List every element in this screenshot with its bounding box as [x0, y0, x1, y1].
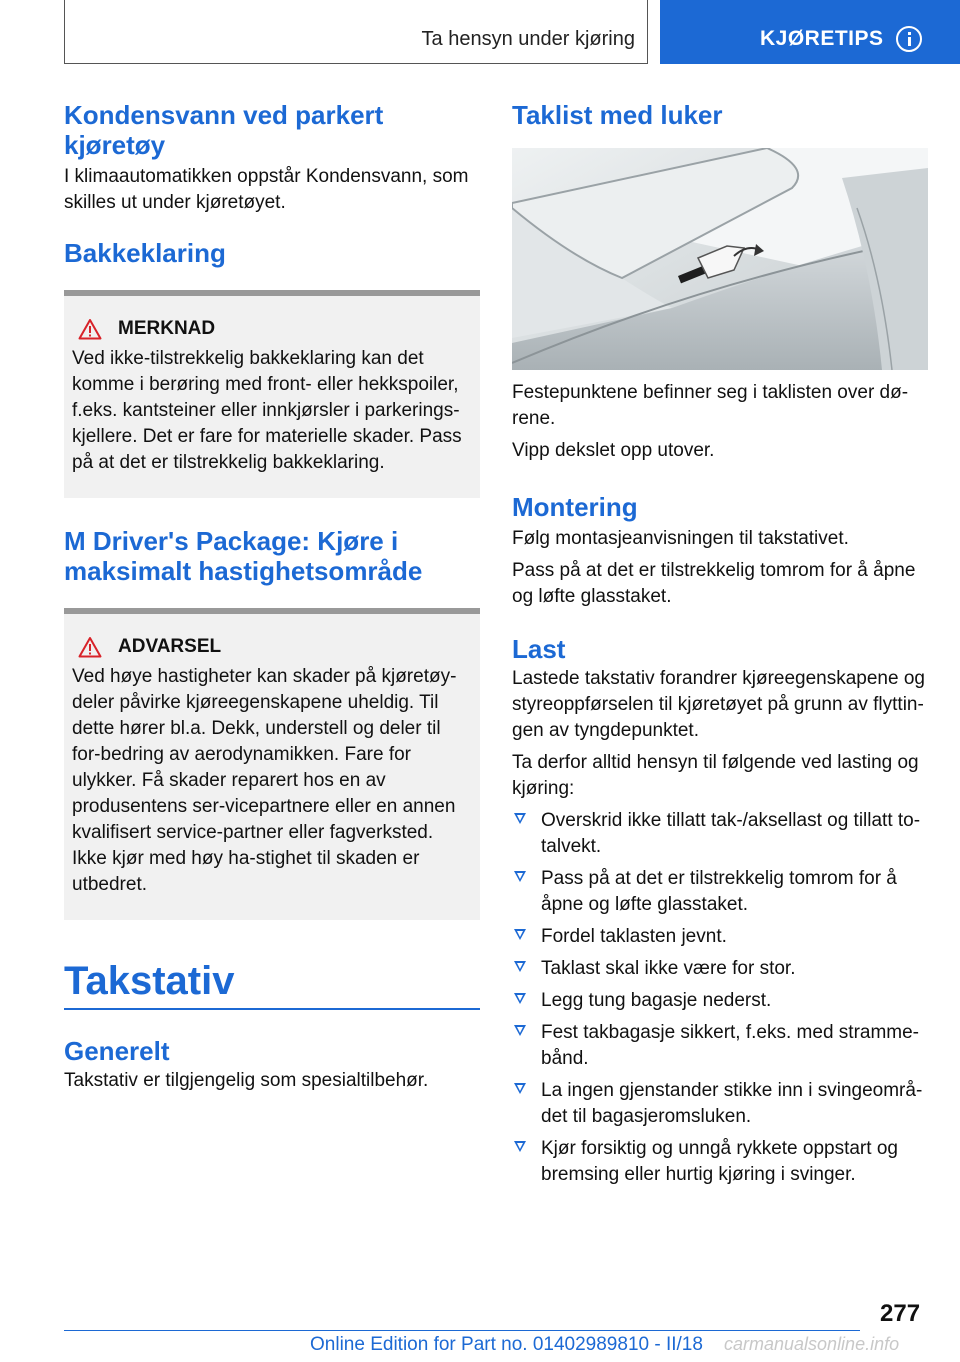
list-item: Taklast skal ikke være for stor. — [512, 956, 928, 982]
bullet-triangle-icon — [514, 1141, 526, 1152]
notice-text: Ved ikke-tilstrekkelig bakkeklaring kan det komme i berøring med front- eller hekkspoiler, f.eks. kantsteiner eller innkjørsler i parkerings-kjellere. Det er fare for materielle skader. Pass på at det er tilstrekkelig bakkeklaring. — [72, 348, 462, 473]
roof-rack-title: Takstativ — [64, 959, 235, 1003]
right-column — [512, 100, 928, 1194]
header-section-title: Ta hensyn under kjøring — [421, 28, 635, 50]
m-drivers-heading: M Driver's Package: Kjøre i maksimalt hastighetsområde — [64, 526, 423, 586]
load-heading: Last — [512, 634, 566, 664]
warning-text: Ved høye hastigheter kan skader på kjøretøy-deler påvirke kjøreegenskapene uheldig. Til dette hører bl.a. Dekk, understell og deler til for-bedring av aerodynamikken. Fare for ulykker. Få skader reparert hos en av produsentens ser-vicepartnere eller en annen kvalifisert service-partner eller fagverksted. Ikke kjør med høy ha-stighet til skaden er utbedret. — [72, 666, 457, 895]
warning-box — [64, 608, 480, 920]
list-item: La ingen gjenstander stikke inn i svingeområ-det til bagasjeromsluken. — [512, 1078, 928, 1130]
bullet-triangle-icon — [514, 813, 526, 824]
notice-box — [64, 290, 480, 498]
bullet-triangle-icon — [514, 993, 526, 1004]
load-text-1: Lastede takstativ forandrer kjøreegenskapene og styreoppførselen til kjøretøyet på grunn av flyttin-gen av tyngdepunktet. — [512, 668, 925, 741]
list-item: Kjør forsiktig og unngå rykkete oppstart og bremsing eller hurtig kjøring i svinger. — [512, 1136, 928, 1188]
roof-strip-caption-1: Festepunktene befinner seg i taklisten over dø-rene. — [512, 382, 909, 429]
section-divider — [64, 1008, 480, 1010]
watermark: carmanualsonline.info — [724, 1334, 900, 1354]
bullet-triangle-icon — [514, 929, 526, 940]
footer-edition: Online Edition for Part no. 01402989810 - II/18 — [310, 1334, 703, 1355]
warning-triangle-icon — [78, 636, 102, 658]
list-item: Fest takbagasje sikkert, f.eks. med stramme-bånd. — [512, 1020, 928, 1072]
left-column — [64, 100, 480, 1094]
list-item: Fordel taklasten jevnt. — [512, 924, 928, 950]
header-chapter-title: KJØRETIPS — [760, 27, 884, 50]
header-section-box — [64, 0, 648, 64]
condensation-heading: Kondensvann ved parkert kjøretøy — [64, 100, 384, 160]
list-item: Legg tung bagasje nederst. — [512, 988, 928, 1014]
bullet-triangle-icon — [514, 1083, 526, 1094]
general-heading: Generelt — [64, 1036, 170, 1066]
warning-triangle-icon — [78, 318, 102, 340]
mounting-text-2: Pass på at det er tilstrekkelig tomrom for å åpne og løfte glasstaket. — [512, 560, 916, 607]
list-item: Pass på at det er tilstrekkelig tomrom for å åpne og løfte glasstaket. — [512, 866, 928, 918]
condensation-text: I klimaautomatikken oppstår Kondensvann, som skilles ut under kjøretøyet. — [64, 166, 469, 213]
load-text-2: Ta derfor alltid hensyn til følgende ved lasting og kjøring: — [512, 752, 919, 799]
list-item: Overskrid ikke tillatt tak-/aksellast og tillatt to-talvekt. — [512, 808, 928, 860]
warning-title-row — [72, 636, 472, 658]
info-icon[interactable] — [896, 26, 922, 52]
notice-label: MERKNAD — [118, 318, 216, 339]
mounting-text-1: Følg montasjeanvisningen til takstativet. — [512, 528, 849, 549]
bullet-triangle-icon — [514, 871, 526, 882]
roof-strip-heading: Taklist med luker — [512, 100, 723, 130]
roof-strip-photo — [512, 148, 928, 370]
roof-photo-illustration — [512, 148, 928, 370]
bullet-triangle-icon — [514, 1025, 526, 1036]
header-chapter-tab[interactable] — [660, 0, 960, 64]
mounting-heading: Montering — [512, 492, 638, 522]
general-text: Takstativ er tilgjengelig som spesialtilbehør. — [64, 1070, 429, 1091]
warning-label: ADVARSEL — [118, 636, 222, 657]
footer-divider — [64, 1330, 860, 1331]
roof-strip-caption-2: Vipp dekslet opp utover. — [512, 440, 715, 461]
bullet-triangle-icon — [514, 961, 526, 972]
ground-clearance-heading: Bakkeklaring — [64, 238, 226, 268]
page-number: 277 — [880, 1300, 921, 1327]
notice-title-row — [72, 318, 472, 340]
load-list — [512, 808, 928, 1188]
